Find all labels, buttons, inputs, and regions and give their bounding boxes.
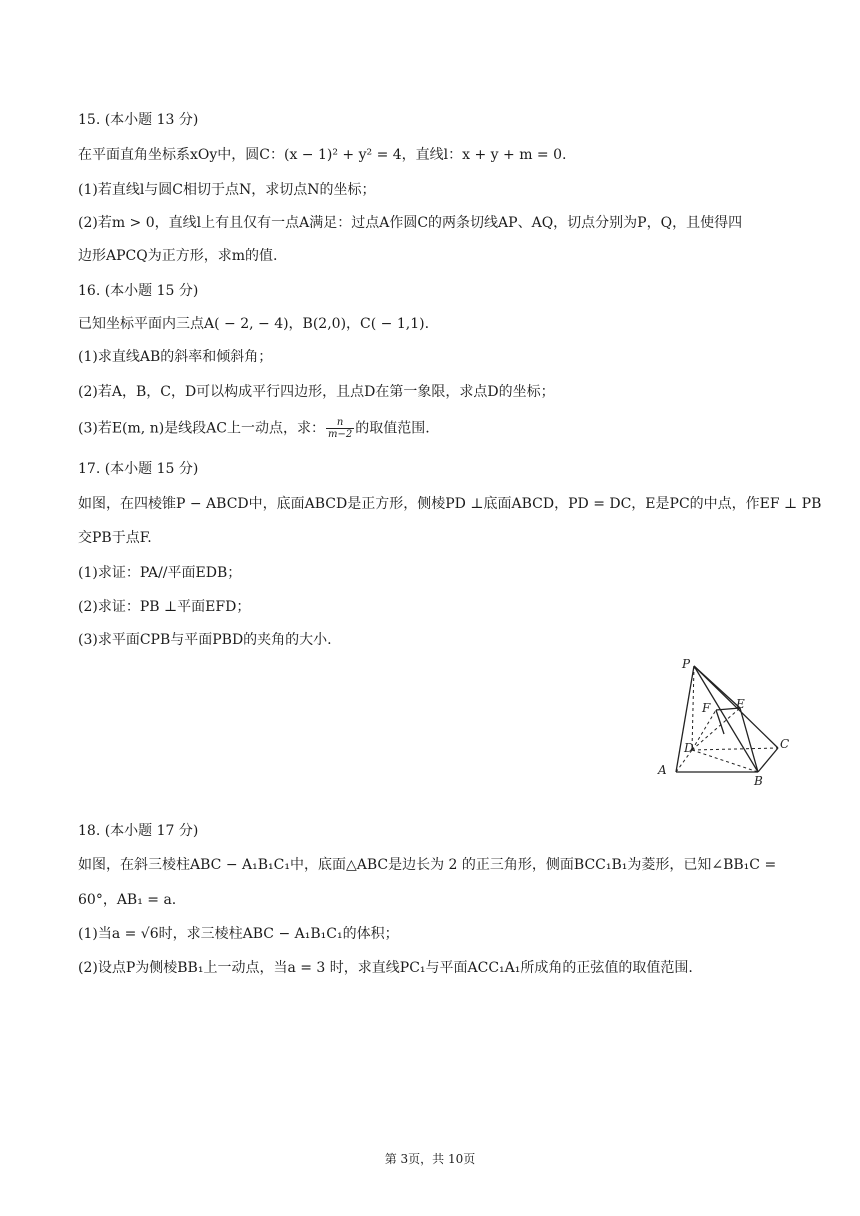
line-15: (2)求证：PB ⊥平面EFD；: [78, 599, 251, 615]
label-P: P: [682, 657, 691, 671]
line-19: 60°，AB₁ = a.: [78, 892, 177, 908]
line-1: 15. (本小题 13 分): [78, 112, 199, 128]
label-A: A: [658, 763, 667, 777]
line-4: (2)若m > 0，直线l上有且仅有一点A满足：过点A作圆C的两条切线AP、AQ，切点分别为P，Q，且使得四: [78, 215, 743, 231]
line-7: 已知坐标平面内三点A( − 2, − 4)，B(2,0)，C( − 1,1).: [78, 316, 430, 332]
label-F: F: [702, 701, 711, 715]
line-21: (2)设点P为侧棱BB₁上一动点，当a = 3 时，求直线PC₁与平面ACC₁A₁所成角的正弦值的取值范围.: [78, 960, 693, 976]
page-footer: 第 3页，共 10页: [384, 1152, 476, 1166]
line-12: 如图，在四棱锥P − ABCD中，底面ABCD是正方形，侧棱PD ⊥底面ABCD，PD = DC，E是PC的中点，作EF ⊥ PB: [78, 496, 822, 512]
line-20: (1)当a = √6时，求三棱柱ABC − A₁B₁C₁的体积；: [78, 926, 399, 942]
label-C: C: [780, 737, 790, 751]
line-6: 16. (本小题 15 分): [78, 283, 199, 299]
label-E: E: [736, 697, 745, 711]
line-17: 18. (本小题 17 分): [78, 823, 199, 839]
fraction-numerator: n: [326, 417, 354, 429]
line-10-tail: 的取值范围.: [355, 420, 430, 437]
line-16: (3)求平面CPB与平面PBD的夹角的大小.: [78, 632, 332, 648]
line-14: (1)求证：PA//平面EDB；: [78, 565, 242, 581]
line-18: 如图，在斜三棱柱ABC − A₁B₁C₁中，底面△ABC是边长为 2 的正三角形，侧面BCC₁B₁为菱形，已知∠BB₁C =: [78, 857, 777, 873]
line-2: 在平面直角坐标系xOy中，圆C：(x − 1)² + y² = 4，直线l：x + y + m = 0.: [78, 147, 567, 163]
label-D: D: [684, 741, 694, 755]
line-11: 17. (本小题 15 分): [78, 461, 199, 477]
fraction: [326, 417, 354, 440]
pyramid-figure: [650, 652, 800, 790]
line-13: 交PB于点F.: [78, 530, 152, 546]
label-B: B: [754, 774, 763, 788]
line-5: 边形APCQ为正方形，求m的值.: [78, 248, 278, 264]
line-3: (1)若直线l与圆C相切于点N，求切点N的坐标；: [78, 182, 376, 198]
line-9: (2)若A，B，C，D可以构成平行四边形，且点D在第一象限，求点D的坐标；: [78, 384, 555, 400]
line-10-text: (3)若E(m, n)是线段AC上一动点，求：: [78, 420, 325, 437]
fraction-denominator: m−2: [328, 429, 353, 440]
line-10: [78, 417, 788, 440]
line-8: (1)求直线AB的斜率和倾斜角；: [78, 349, 273, 365]
